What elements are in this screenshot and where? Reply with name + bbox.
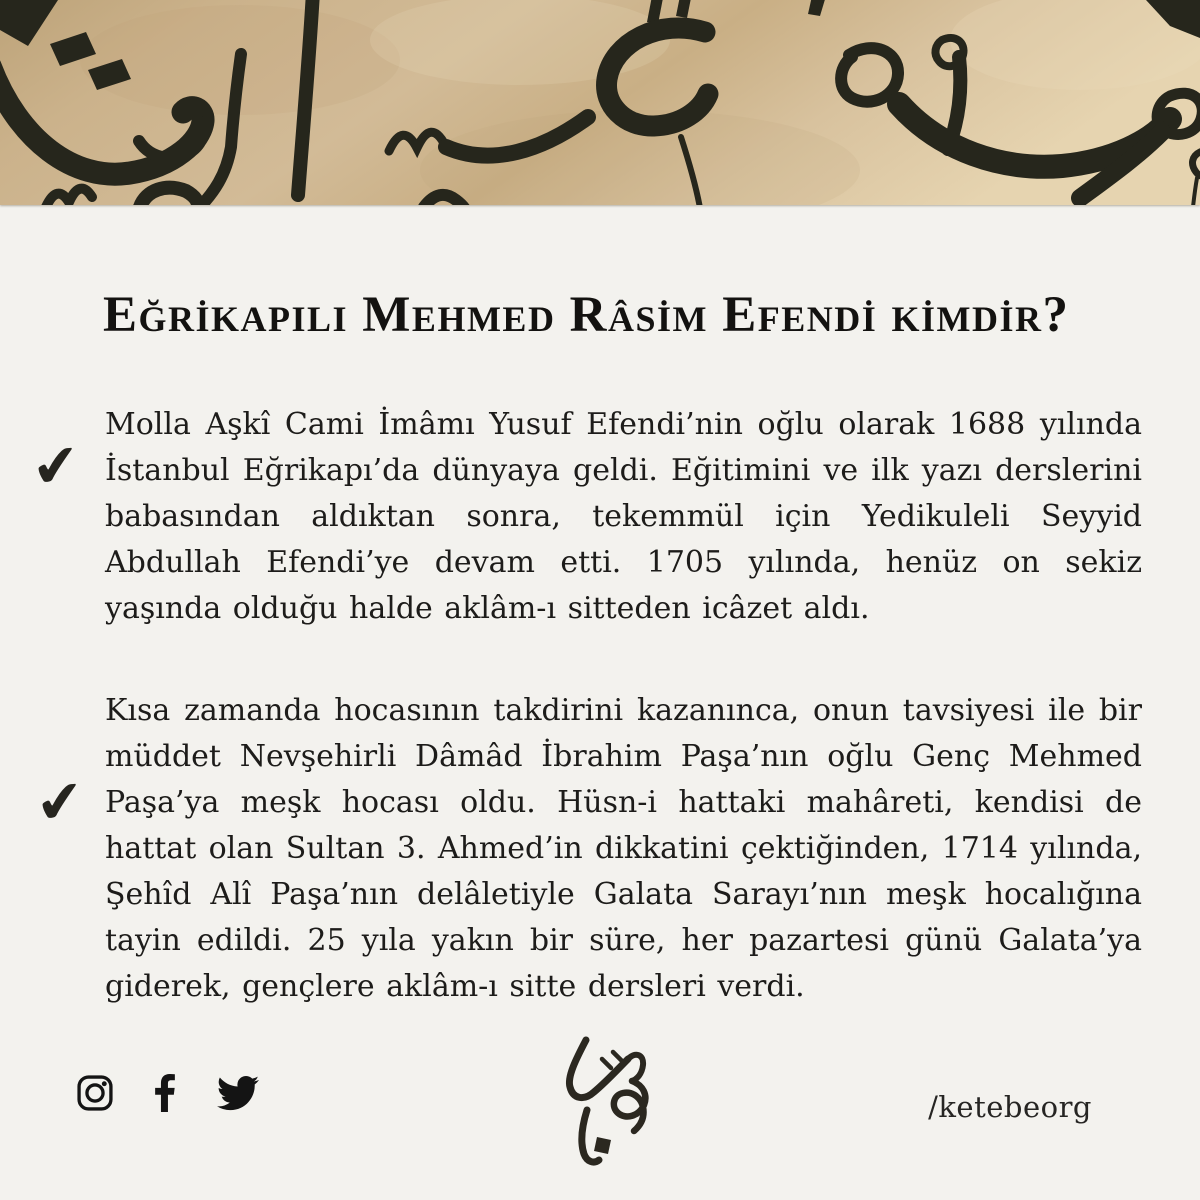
- facebook-icon[interactable]: [146, 1074, 184, 1112]
- social-handle: /ketebeorg: [928, 1090, 1092, 1124]
- checkmark-icon: ✔: [32, 765, 88, 839]
- biography-paragraph-2: Kısa zamanda hocasının takdirini kazanınca, onun tavsiyesi ile bir müddet Nevşehirli Dâmâd İbrahim Paşa’nın oğlu Genç Mehmed Paşa’ya meşk hocası oldu. Hüsn-i hattaki mahâreti, kendisi de hattat olan Sultan 3. Ahmed’in dikkatini çektiğinden, 1714 yılında, Şehîd Alî Paşa’nın delâletiyle Galata Sarayı’nın meşk hocalığına tayin edildi. 25 yıla yakın bir süre, her pazartesi günü Galata’ya giderek, gençlere aklâm-ı sitte dersleri verdi.: [105, 693, 1142, 1004]
- arabic-calligraphy-artwork: [0, 0, 1200, 205]
- social-icons-row: [74, 1070, 262, 1116]
- biography-paragraph-1: Molla Aşkî Cami İmâmı Yusuf Efendi’nin oğlu olarak 1688 yılında İstanbul Eğrikapı’da dünyaya geldi. Eğitimini ve ilk yazı derslerini babasından aldıktan sonra, tekemmül için Yedikuleli Seyyid Abdullah Efendi’ye devam etti. 1705 yılında, henüz on sekiz yaşında olduğu halde aklâm-ı sitteden icâzet aldı.: [105, 407, 1142, 626]
- calligraphy-banner: [0, 0, 1200, 205]
- instagram-icon[interactable]: [74, 1072, 116, 1114]
- twitter-icon[interactable]: [214, 1072, 262, 1114]
- page-title: Eğrikapılı Mehmed Râsim Efendi kimdir?: [103, 287, 1070, 344]
- checkmark-icon: ✔: [28, 429, 84, 503]
- ketebe-logo: [553, 1034, 663, 1192]
- ketebe-calligraphy-mark: [553, 1034, 663, 1192]
